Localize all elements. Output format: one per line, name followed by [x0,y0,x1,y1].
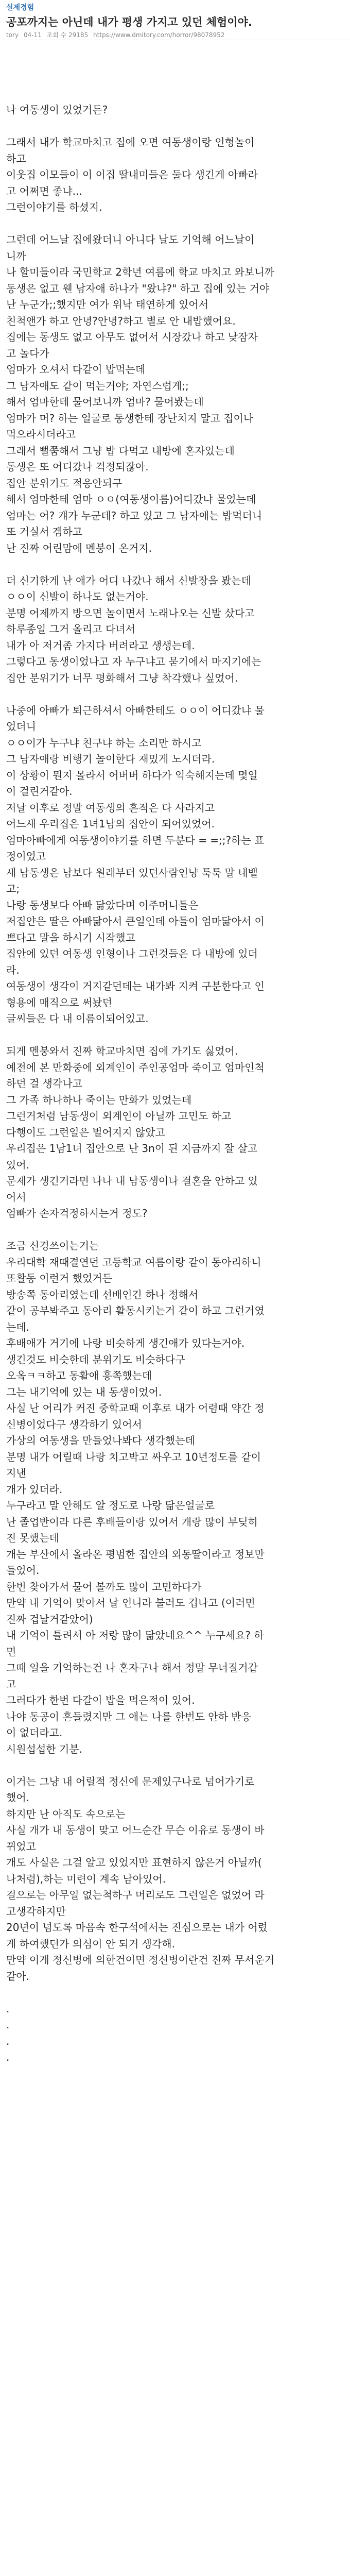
body-text-line: 뀌었고 [6,1840,36,1853]
body-text-line: 그때 일을 기억하는건 나 혼자구나 해서 정말 무너질거같 [6,1662,258,1674]
body-text-line: 생긴것도 비슷한데 분위기도 비슷하다구 [6,1353,185,1366]
body-text-line: 이 없더라고. [6,1726,63,1739]
paragraph-break [6,1027,344,1044]
post-header [0,0,350,40]
body-text-line: 면 [6,1645,16,1658]
body-text-line: 하루종일 그거 올리고 다녀서 [6,623,135,635]
body-text-line: 사실 개가 내 동생이 맞고 어느순간 무슨 이유로 동생이 바 [6,1824,265,1836]
body-text-line: 그 가족 하나하나 죽이는 만화가 있었는데 [6,1093,192,1106]
body-text-line: 쁘다고 말을 하시기 시작했고 [6,931,135,944]
body-text-line: 한번 찾아가서 물어 볼까도 많이 고민하다가 [6,1580,202,1593]
body-text-line: 진짜 겁날거같았어) [6,1613,93,1625]
body-text-line: 여동생이 생각이 거지같던데는 내가봐 지켜 구분한다고 인 [6,980,265,992]
body-text-line: 후배애가 거기에 나랑 비슷하게 생긴애가 있다는거야. [6,1337,245,1349]
body-text-line: 더 신기한게 난 애가 어디 나갔나 해서 신발장을 봤는데 [6,574,251,587]
post-meta [6,31,344,39]
body-text-line: 는데. [6,1320,29,1333]
body-text-line: 그래서 내가 학교마치고 집에 오면 여동생이랑 인형놀이 [6,136,255,148]
body-text-line: 또활동 이런거 했었거든 [6,1272,112,1284]
body-text-line: 나중에 아빠가 퇴근하셔서 아빠한테도 ㅇㅇ이 어디갔냐 물 [6,704,265,717]
body-text-line: 예전에 본 만화중에 외계인이 주인공엄마 죽이고 엄마인척 [6,1061,265,1074]
body-text-line: 또 거실서 겜하고 [6,526,82,538]
body-text-line: 지낸 [6,1467,26,1479]
body-text-line: 이웃집 이모들이 이 이집 딸내미들은 둘다 생긴게 아빠라 [6,168,258,181]
body-text-line: 누구라고 말 안해도 알 정도로 나랑 닮은얼굴로 [6,1499,215,1512]
body-text-line: 그런이야기를 하셨지. [6,201,102,213]
body-text-line: 만약 이게 정신병에 의한건이면 정신병이란건 진짜 무서운거 [6,1954,275,1966]
body-text-line: 그렇다고 동생이었나고 자 누구냐고 묻기에서 마지기에는 [6,655,261,668]
body-text-line: 니까 [6,249,26,262]
body-text-line: 만약 내 기억이 맞아서 날 언니라 불러도 겁나고 (이러면 [6,1597,255,1609]
body-text-line: 진 못했는데 [6,1532,59,1544]
body-text-line: 친척앤가 하고 안녕?안녕?하고 별로 안 내밥했어요. [6,314,236,327]
body-text-line: 고생각하지만 [6,1905,66,1918]
body-text-line: 다행이도 그런일은 벌어지지 않았고 [6,1126,165,1139]
body-text-line: 그런데 어느날 집에왔더니 아니다 날도 기억해 어느날이 [6,233,255,246]
body-text-line: 가상의 여동생을 만들었나봐다 생각했는데 [6,1434,195,1447]
paragraph-break [6,1222,344,1239]
body-text-line: 나 여동생이 있었거든? [6,104,108,116]
body-text-line: 어느새 우리집은 1녀1남의 집안이 되어있었어. [6,818,215,830]
body-text-line: 했어. [6,1791,29,1804]
paragraph-break [6,686,344,703]
body-text-line: 걸으로는 아무일 없는척하구 머리로도 그런일은 없었어 라 [6,1889,265,1901]
post-author[interactable]: tory [6,31,19,39]
body-text-line: ㅇㅇ이 신발이 하나도 없는거야. [6,590,149,603]
body-text-line: 동생은 또 어디갔나 걱정되잖아. [6,461,149,473]
body-text-line: 나 할미들이라 국민학교 2학년 여름에 학교 마치고 와보니까 [6,266,274,278]
body-text-line: 같아. [6,1970,29,1982]
body-text-line: 하지만 난 아직도 속으로는 [6,1807,126,1820]
body-text-line: 엄마는 어? 걔가 누군데? 하고 있고 그 남자애는 밥먹더니 [6,509,262,522]
body-text-line: 나처럼),하는 미련이 계속 남아있어. [6,1872,166,1885]
body-text-line: 집안에 있던 여동생 인형이나 그런것들은 다 내방에 있더 [6,947,258,960]
body-text-line: 었더니 [6,720,36,733]
body-text-line: 그 남자애도 같이 먹는거야; 자연스럽게;; [6,379,189,392]
body-text-line: 분명 내가 어릴때 나랑 치고박고 싸우고 10년정도를 같이 [6,1450,261,1463]
body-text-line: 분명 어제까지 방으면 놀이면서 노래나오는 신발 샀다고 [6,606,255,619]
post-url[interactable]: https://www.dmitory.com/horror/98078952 [93,31,225,39]
body-text-line: 그는 내기억에 있는 내 동생이었어. [6,1385,162,1398]
body-text-line: 우리대학 재때결연던 고등학교 여름이랑 같이 동아리하니 [6,1256,261,1268]
body-text-line: 그러다가 한번 다갈이 밥을 먹은적이 있어. [6,1694,195,1706]
body-text-line: 엄마가 머? 하는 얼굴로 동생한테 장난치지 말고 집이나 [6,412,254,425]
body-text-line: 난 누군가;;했지만 여가 위낙 태연하게 있어서 [6,298,209,311]
trailing-dot: . [6,2002,10,2015]
content-top-gap [0,40,350,102]
body-text-line: 하고 [6,152,26,165]
body-text-line: 엄마아빠에게 여동생이야기를 하면 두분다 = =;;?하는 표 [6,834,265,846]
body-text-line: 우리집은 1남1녀 집안으로 난 3n이 된 지금까지 잘 살고 [6,1142,258,1155]
body-text-line: 고; [6,883,20,895]
body-text-line: 이거는 그냥 내 어릴적 정신에 문제있구나로 넘어가기로 [6,1775,255,1788]
paragraph-break [6,216,344,232]
body-text-line: 게 하여했던가 의심이 안 되거 생각해. [6,1937,175,1950]
body-text-line: 고 어쩌면 좋냐... [6,184,82,197]
body-text-line: 집에는 동생도 없고 아무도 없어서 시장갔나 하고 낮잠자 [6,331,258,343]
body-text-line: 그래서 뻘쭘해서 그냥 밥 다먹고 내방에 혼자있는데 [6,444,235,457]
body-text-line: 엄빠가 손자걱정하시는거 정도? [6,1207,148,1219]
body-text-line: 내 기억이 틀려서 아 저랑 많이 닮았네요^^ 누구세요? 하 [6,1629,264,1641]
body-text-line: 그런거처럼 남동생이 외계인이 아닐까 고민도 하고 [6,1110,232,1122]
body-text-line: 라. [6,963,20,976]
body-text-line: 고 [6,1677,16,1690]
body-text-line: 새 남동생은 남보다 원래부터 있던사람인냥 툭툭 말 내뱉 [6,866,258,879]
paragraph-break [6,118,344,135]
body-text-line: 개는 부산에서 올라온 평범한 집안의 외동딸이라고 정보만 [6,1548,265,1561]
body-text-line: 내가 아 저거좀 가지다 버려라고 생생는데. [6,639,195,652]
body-text-line: 같이 공부봐주고 동아리 활동시키는거 같이 하고 그런거였 [6,1304,265,1317]
post-date: 04-11 [23,31,42,39]
paragraph-break [6,1985,344,2001]
body-text-line: 그 남자애랑 비행기 놀이한다 재밌게 노시더라. [6,753,215,765]
post-category[interactable]: 실제경험 [6,4,34,12]
body-text-line: 형용에 매직으로 써놨던 [6,996,112,1009]
body-text-line: 이 상황이 뭔지 몰라서 어버버 하다가 익숙해지는데 몇일 [6,769,258,782]
body-text-line: 방송쪽 동아리였는데 선배인긴 하나 정해서 [6,1288,199,1301]
body-text-line: 저날 이후로 정말 여동생의 흔적은 다 사라지고 [6,801,215,814]
trailing-dot: . [6,2035,10,2047]
body-text-line: 어서 [6,1191,26,1204]
paragraph-break [6,1757,344,1774]
body-text-line: 되게 멘붕와서 진짜 학교마치면 집에 가기도 싫었어. [6,1045,238,1057]
body-text-line: 시원섭섭한 기분. [6,1742,82,1755]
body-text-line: 20년이 넘도록 마음속 한구석에서는 진심으로는 내가 어렸 [6,1921,268,1934]
body-text-line: 이 걸린거같아. [6,785,73,798]
body-text-line: 들었어. [6,1564,40,1577]
post-title: 공포까지는 아닌데 내가 평생 가지고 있던 체험이야. [6,16,252,28]
body-text-line: 나야 동공이 흔들렸지만 그 애는 나를 한번도 안하 반응 [6,1710,251,1723]
body-text-line: 문제가 생긴거라면 나나 내 남동생이나 결혼을 안하고 있 [6,1175,258,1187]
trailing-dot: . [6,2019,10,2031]
body-text-line: 오옼ㅋㅋ하고 동활애 흥쪽했는데 [6,1369,152,1382]
body-text-line: 신병이었다구 생각하기 있어서 [6,1418,142,1431]
body-text-line: 동생은 없고 웬 남자애 하나가 "왔냐?" 하고 집에 있는 거야 [6,282,270,295]
body-text-line: 나랑 동생보다 아빠 닮았다며 이주머니들은 [6,899,199,911]
body-text-line: 고 놀다가 [6,347,49,360]
body-text-line: 조금 신경쓰이는거는 [6,1240,99,1252]
body-text-line: 해서 엄마한테 엄마 ㅇㅇ(여동생이름)어디갔냐 물었는데 [6,493,256,505]
body-text-line: 있어. [6,1158,29,1171]
trailing-dot: . [6,2051,10,2063]
body-text-line: 하던 걸 생각나고 [6,1077,82,1090]
body-text-line: ㅇㅇ이가 누구냐 친구냐 하는 소리만 하시고 [6,736,202,749]
body-text-line: 해서 엄마한테 물어보니까 엄마? 물어봤는데 [6,396,204,408]
post-body [0,102,350,2066]
body-text-line: 개도 사실은 그걸 알고 있었지만 표현하지 않은거 아닐까( [6,1856,262,1869]
body-text-line: 난 진짜 어린맘에 멘붕이 온거지. [6,541,152,554]
post-views: 조회 수 29185 [46,31,89,39]
body-text-line: 개가 있더라. [6,1483,63,1496]
body-text-line: 글씨들은 다 내 이름이되어있고. [6,1012,149,1025]
paragraph-break [6,556,344,573]
body-text-line: 집안 분위기가 너무 평화해서 그냥 착각했나 싶었어. [6,671,238,684]
body-text-line: 엄마가 오셔서 다같이 밥먹는데 [6,363,146,376]
body-text-line: 사실 난 어리가 커진 중학교때 이후로 내가 어렴때 약간 정 [6,1402,265,1414]
body-text-line: 난 졸업반이라 다른 후배들이랑 있어서 개랑 많이 부딪히 [6,1515,258,1528]
body-text-line: 먹으라시더라고 [6,428,76,440]
body-text-line: 저집얀은 딸은 아빠닮아서 큰일인데 아들이 엄마닮아서 이 [6,915,265,927]
body-text-line: 정이었고 [6,850,46,862]
body-text-line: 집안 분위기도 적응안되구 [6,477,122,489]
